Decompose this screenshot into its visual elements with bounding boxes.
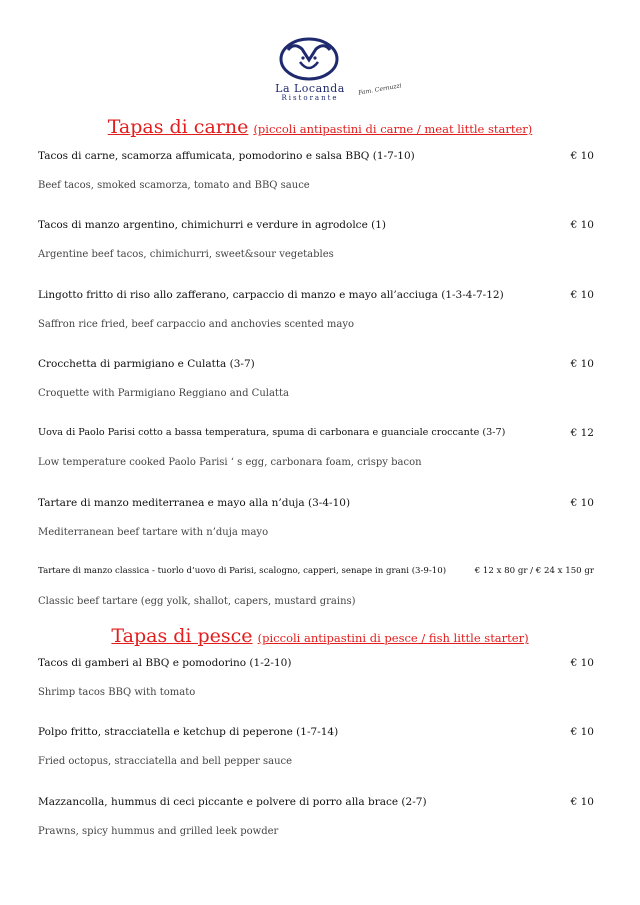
- item-name: Lingotto fritto di riso allo zafferano, carpaccio di manzo e mayo all’acciuga (1-3-4-7-12): [38, 289, 504, 301]
- section-heading: Tapas di carne: [107, 116, 249, 138]
- item-name: Tartare di manzo classica - tuorlo d’uovo di Parisi, scalogno, capperi, senape in grani (3-9-10): [38, 566, 447, 576]
- section-note: (piccoli antipastini di carne / meat little starter): [253, 122, 533, 136]
- section-title-pesce: [0, 625, 640, 647]
- item-price: € 10: [570, 358, 594, 370]
- item-name: Tacos di gamberi al BBQ e pomodorino (1-2-10): [38, 657, 292, 669]
- restaurant-logo: [250, 36, 403, 106]
- item-price: € 12: [570, 427, 594, 439]
- item-price: € 10: [570, 657, 594, 669]
- section-note: (piccoli antipastini di pesce / fish little starter): [257, 631, 529, 645]
- item-name: Polpo fritto, stracciatella e ketchup di peperone (1-7-14): [38, 726, 339, 738]
- logo-brand: La Locanda: [275, 82, 345, 95]
- section-heading: Tapas di pesce: [111, 625, 253, 647]
- logo-signature: Fam. Cernuzzi: [357, 82, 403, 97]
- item-description: Beef tacos, smoked scamorza, tomato and BBQ sauce: [38, 180, 310, 191]
- item-description: Argentine beef tacos, chimichurri, sweet&sour vegetables: [38, 249, 334, 260]
- item-price: € 10: [570, 150, 594, 162]
- item-name: Uova di Paolo Parisi cotto a bassa temperatura, spuma di carbonara e guanciale croccante (3-7): [38, 427, 506, 438]
- item-description: Shrimp tacos BBQ with tomato: [38, 687, 196, 698]
- item-price: € 10: [570, 219, 594, 231]
- item-description: Prawns, spicy hummus and grilled leek powder: [38, 826, 279, 837]
- item-name: Tacos di manzo argentino, chimichurri e verdure in agrodolce (1): [38, 219, 386, 231]
- item-name: Tartare di manzo mediterranea e mayo alla n’duja (3-4-10): [38, 497, 351, 509]
- item-price: € 12 x 80 gr / € 24 x 150 gr: [474, 566, 594, 576]
- item-name: Mazzancolla, hummus di ceci piccante e polvere di porro alla brace (2-7): [38, 796, 427, 808]
- item-price: € 10: [570, 726, 594, 738]
- item-description: Croquette with Parmigiano Reggiano and Culatta: [38, 388, 289, 399]
- item-description: Saffron rice fried, beef carpaccio and anchovies scented mayo: [38, 319, 355, 330]
- item-description: Classic beef tartare (egg yolk, shallot, capers, mustard grains): [38, 596, 356, 607]
- item-description: Mediterranean beef tartare with n’duja mayo: [38, 527, 269, 538]
- item-price: € 10: [570, 289, 594, 301]
- section-title-carne: [0, 116, 640, 138]
- item-description: Fried octopus, stracciatella and bell pepper sauce: [38, 756, 293, 767]
- item-price: € 10: [570, 796, 594, 808]
- item-description: Low temperature cooked Paolo Parisi ‘ s egg, carbonara foam, crispy bacon: [38, 457, 422, 468]
- logo-subtitle: Ristorante: [281, 94, 339, 102]
- item-name: Crocchetta di parmigiano e Culatta (3-7): [38, 358, 255, 370]
- item-name: Tacos di carne, scamorza affumicata, pomodorino e salsa BBQ (1-7-10): [38, 150, 415, 162]
- item-price: € 10: [570, 497, 594, 509]
- bull-emblem-icon: [264, 36, 354, 82]
